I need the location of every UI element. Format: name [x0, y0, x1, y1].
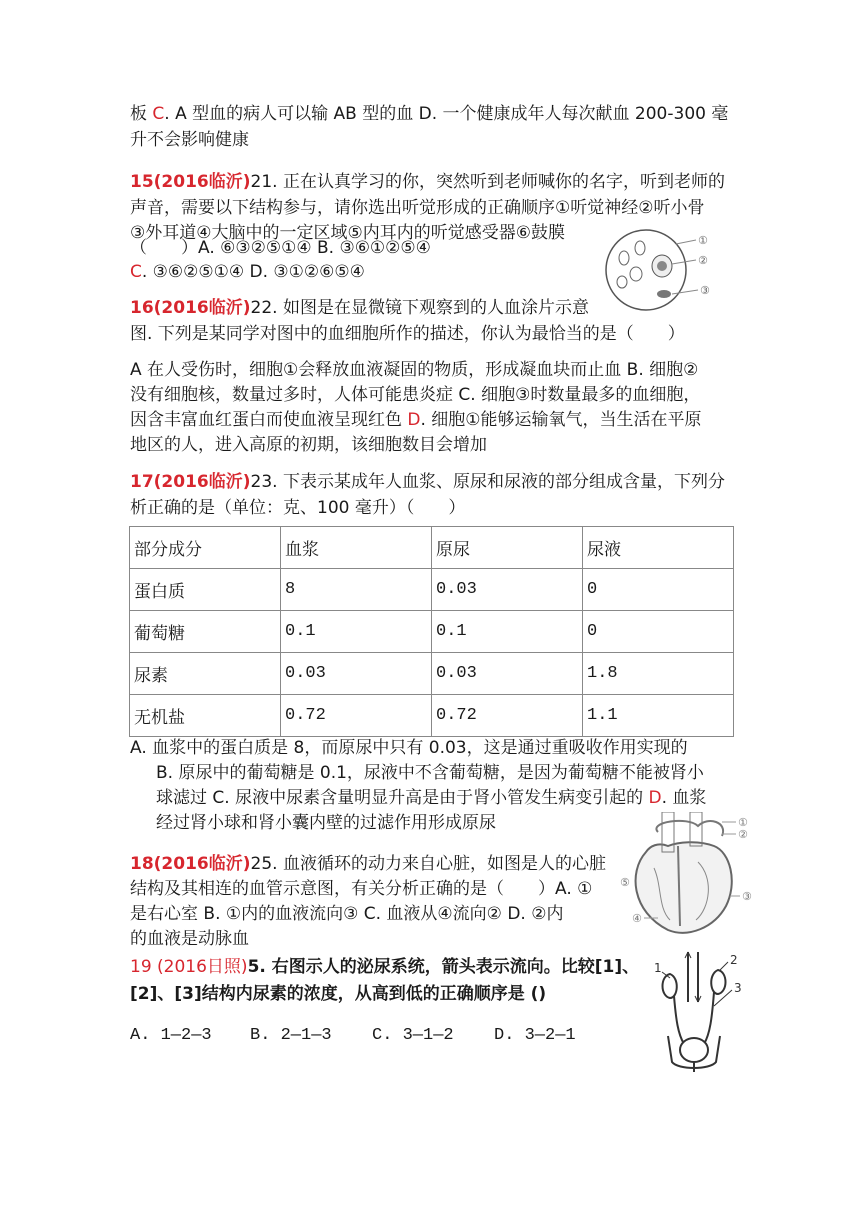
table-header-cell: 原尿 [432, 527, 583, 569]
q19-line1 [130, 955, 639, 979]
q16-line5-text-b: . 细胞①能够运输氧气，当生活在平原 [420, 410, 702, 430]
q18-tag: 18(2016临沂) [130, 854, 251, 874]
q17-answer: D [648, 788, 662, 808]
q16-line3: A 在人受伤时，细胞①会释放血液凝固的物质，形成凝血块而止血 B. 细胞② [130, 360, 699, 380]
q19-stem: 5. 右图示人的泌尿系统，箭头表示流向。比较[1]、 [247, 957, 640, 977]
urinary-label-2: 2 [730, 953, 738, 967]
q15-stem: 21. 正在认真学习的你，突然听到老师喊你的名字，听到老师的 [250, 172, 725, 192]
q18-stem: 25. 血液循环的动力来自心脏，如图是人的心脏 [250, 854, 606, 874]
smear-label-3: ③ [700, 284, 710, 297]
table-header-cell: 尿液 [583, 527, 734, 569]
table-row [130, 611, 734, 653]
q16-line1 [130, 296, 589, 320]
table-cell: 0.1 [432, 611, 583, 653]
q17-stem: 23. 下表示某成年人血浆、原尿和尿液的部分组成含量，下列分 [250, 472, 725, 492]
table-cell: 0 [583, 569, 734, 611]
smear-label-1: ① [698, 234, 708, 247]
q18-line2: 结构及其相连的血管示意图，有关分析正确的是（ ）A. ① [130, 879, 593, 899]
composition-table [129, 526, 734, 737]
q19-option-b: B. 2—1—3 [250, 1026, 332, 1045]
q16-line2: 图. 下列是某同学对图中的血细胞所作的描述，你认为最恰当的是（ ） [130, 324, 685, 344]
q15-options: . ③⑥②⑤①④ D. ③①②⑥⑤④ [141, 262, 365, 282]
q19-option-a: A. 1—2—3 [130, 1026, 212, 1045]
table-cell: 0.72 [432, 695, 583, 737]
heart-label-1: ① [738, 816, 748, 829]
q16-stem: 22. 如图是在显微镜下观察到的人血涂片示意 [250, 298, 589, 318]
q16-line4: 没有细胞核，数量过多时，人体可能患炎症 C. 细胞③时数量最多的血细胞， [130, 385, 701, 405]
q18-line1 [130, 852, 606, 876]
q16-line5 [130, 408, 702, 432]
blood-smear-figure [600, 224, 720, 316]
q17-option-c [156, 786, 706, 810]
heart-label-4: ④ [632, 912, 642, 925]
table-cell: 0.72 [281, 695, 432, 737]
table-row [130, 569, 734, 611]
q19-option-d: D. 3—2—1 [494, 1026, 576, 1045]
q18-line3: 是右心室 B. ①内的血液流向③ C. 血液从④流向② D. ②内 [130, 904, 564, 924]
q15-line4: （ ）A. ⑥③②⑤①④ B. ③⑥①②⑤④ [130, 238, 431, 258]
table-cell: 0.1 [281, 611, 432, 653]
q15-line2: 声音，需要以下结构参与，请你选出听觉形成的正确顺序①听觉神经②听小骨 [130, 198, 705, 218]
table-cell: 1.1 [583, 695, 734, 737]
heart-label-2: ② [738, 828, 748, 841]
table-cell: 1.8 [583, 653, 734, 695]
q14-answer: C [152, 104, 165, 124]
q17-option-c-text: 球滤过 C. 尿液中尿素含量明显升高是由于肾小管发生病变引起的 [156, 788, 649, 808]
q15-line5 [130, 260, 365, 284]
q16-tag: 16(2016临沂) [130, 298, 251, 318]
q17-line1 [130, 470, 725, 494]
q17-tag: 17(2016临沂) [130, 472, 251, 492]
q14-line2: 升不会影响健康 [130, 130, 249, 150]
q15-line1 [130, 170, 725, 194]
heart-label-5: ⑤ [620, 876, 630, 889]
heart-figure [618, 812, 758, 944]
table-cell: 葡萄糖 [130, 611, 281, 653]
q14-text-b: . A 型血的病人可以输 AB 型的血 D. 一个健康成年人每次献血 200-300 毫 [164, 104, 729, 124]
q15-tag: 15(2016临沂) [130, 172, 251, 192]
q14-text: 板 [130, 104, 153, 124]
q18-line4: 的血液是动脉血 [130, 929, 249, 949]
q19-tag: 19 (2016日照) [130, 957, 248, 977]
urinary-label-1: 1 [654, 961, 662, 975]
q14-line1 [130, 102, 728, 126]
table-cell: 0 [583, 611, 734, 653]
table-row [130, 653, 734, 695]
table-cell: 无机盐 [130, 695, 281, 737]
table-cell: 尿素 [130, 653, 281, 695]
q17-option-d: 经过肾小球和肾小囊内壁的过滤作用形成原尿 [156, 813, 496, 833]
heart-label-3: ③ [742, 890, 752, 903]
table-header-cell: 血浆 [281, 527, 432, 569]
table-cell: 0.03 [432, 569, 583, 611]
q19-line2: [2]、[3]结构内尿素的浓度，从高到低的正确顺序是 () [130, 984, 547, 1004]
q17-option-b: B. 原尿中的葡萄糖是 0.1，尿液中不含葡萄糖，是因为葡萄糖不能被肾小 [156, 763, 704, 783]
q19-option-c: C. 3—1—2 [372, 1026, 454, 1045]
table-header-row [130, 527, 734, 569]
table-cell: 0.03 [281, 653, 432, 695]
q17-option-a: A. 血浆中的蛋白质是 8，而原尿中只有 0.03，这是通过重吸收作用实现的 [130, 738, 688, 758]
urinary-label-3: 3 [734, 981, 742, 995]
table-cell: 蛋白质 [130, 569, 281, 611]
urinary-system-figure [648, 950, 748, 1074]
table-row [130, 695, 734, 737]
q16-answer: D [407, 410, 421, 430]
q16-line6: 地区的人，进入高原的初期，该细胞数目会增加 [130, 435, 487, 455]
q17-option-c-text-b: . 血浆 [661, 788, 707, 808]
smear-label-2: ② [698, 254, 708, 267]
q16-line5-text: 因含丰富血红蛋白而使血液呈现红色 [130, 410, 408, 430]
q17-line2: 析正确的是（单位：克、100 毫升）（ ） [130, 498, 466, 518]
table-cell: 0.03 [432, 653, 583, 695]
table-header-cell: 部分成分 [130, 527, 281, 569]
q15-line3: ③外耳道④大脑中的一定区域⑤内耳内的听觉感受器⑥鼓膜 [130, 223, 565, 243]
q15-answer: C [130, 262, 142, 282]
table-cell: 8 [281, 569, 432, 611]
